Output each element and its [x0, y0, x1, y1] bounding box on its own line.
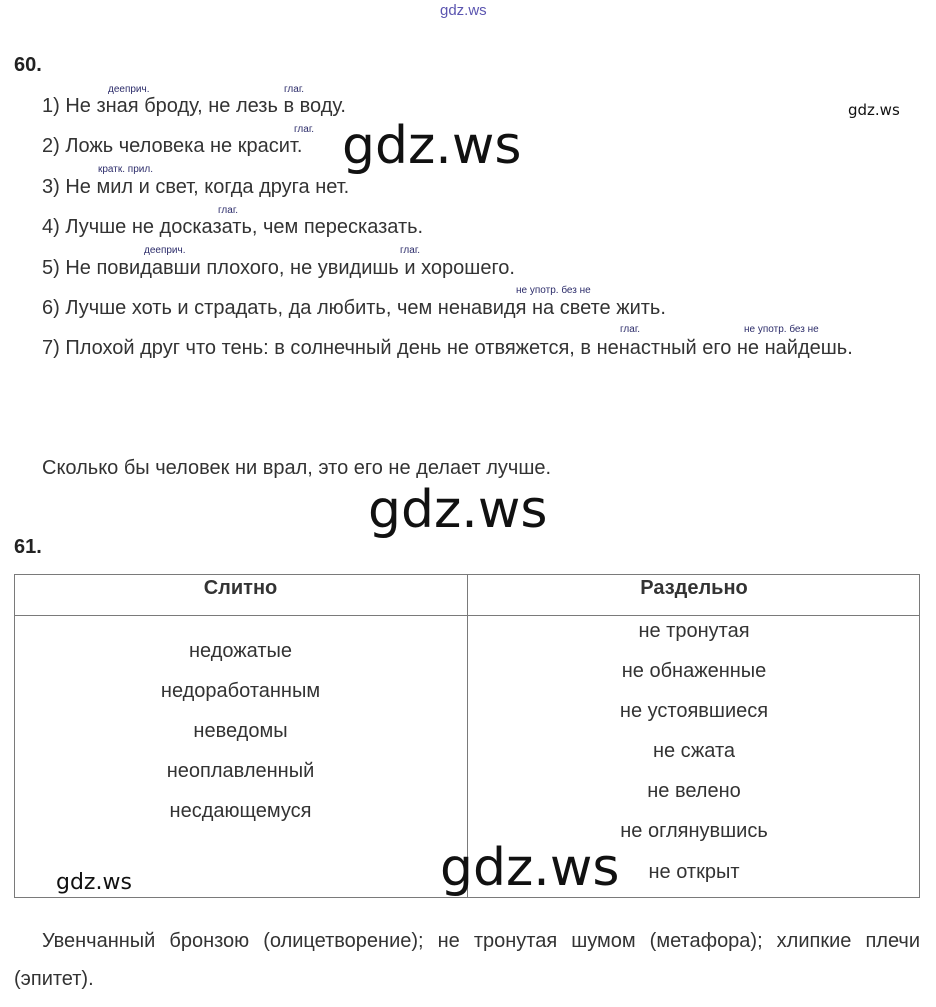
- annotation-gerund-1: дееприч.: [108, 84, 150, 95]
- cell-separate: не тронутая: [638, 620, 750, 642]
- annotation-short-adj: кратк. прил.: [98, 164, 153, 175]
- annotation-gerund-2: дееприч.: [144, 245, 186, 256]
- cell-together: недоработанным: [160, 680, 321, 702]
- cell-separate: не открыт: [648, 861, 740, 883]
- annotation-not-without-ne-1: не употр. без не: [516, 285, 591, 296]
- watermark-big-3: gdz.ws: [440, 838, 620, 898]
- cell-together: несдающемуся: [169, 800, 312, 822]
- annotation-verb-4: глаг.: [400, 245, 421, 256]
- cell-together: недожатые: [188, 640, 293, 662]
- cell-separate: не велено: [647, 780, 741, 802]
- sentence-7: 7) Плохой друг что тень: в солнечный день не отвяжется, в ненастный его не найдешь.: [42, 337, 853, 359]
- sentence-3: 3) Не мил и свет, когда друга нет.: [42, 176, 350, 198]
- annotation-verb-1: глаг.: [284, 84, 305, 95]
- sentence-6: 6) Лучше хоть и страдать, да любить, чем ненавидя на свете жить.: [42, 297, 666, 319]
- exercise-60-number: 60.: [14, 54, 42, 76]
- watermark-big-2: gdz.ws: [368, 480, 548, 540]
- sentence-1: 1) Не зная броду, не лезь в воду.: [42, 95, 346, 117]
- watermark-top: gdz.ws: [440, 2, 487, 19]
- sentence-2: 2) Ложь человека не красит.: [42, 135, 303, 157]
- watermark-big-1: gdz.ws: [342, 116, 522, 176]
- cell-separate: не сжата: [652, 740, 736, 762]
- cell-separate: не оглянувшись: [620, 820, 768, 842]
- header-separate: Раздельно: [640, 577, 748, 599]
- sentence-5: 5) Не повидавши плохого, не увидишь и хорошего.: [42, 257, 515, 279]
- exercise-61-conclusion: Увенчанный бронзою (олицетворение); не тронутая шумом (метафора); хлипкие плечи (эпитет).: [14, 930, 920, 990]
- cell-together: неоплавленный: [166, 760, 315, 782]
- annotation-verb-3: глаг.: [218, 205, 239, 216]
- watermark-bottom-left: gdz.ws: [56, 870, 132, 895]
- annotation-verb-2: глаг.: [294, 124, 315, 135]
- exercise-60-conclusion: Сколько бы человек ни врал, это его не делает лучше.: [42, 457, 552, 479]
- watermark-right: gdz.ws: [848, 101, 900, 119]
- exercise-61-number: 61.: [14, 536, 42, 558]
- cell-separate: не обнаженные: [621, 660, 767, 682]
- annotation-not-without-ne-2: не употр. без не: [744, 324, 819, 335]
- sentence-4: 4) Лучше не досказать, чем пересказать.: [42, 216, 424, 238]
- annotation-verb-5: глаг.: [620, 324, 641, 335]
- header-together: Слитно: [203, 577, 278, 599]
- cell-separate: не устоявшиеся: [619, 700, 769, 722]
- table-header-divider: [14, 615, 920, 616]
- cell-together: неведомы: [193, 720, 288, 742]
